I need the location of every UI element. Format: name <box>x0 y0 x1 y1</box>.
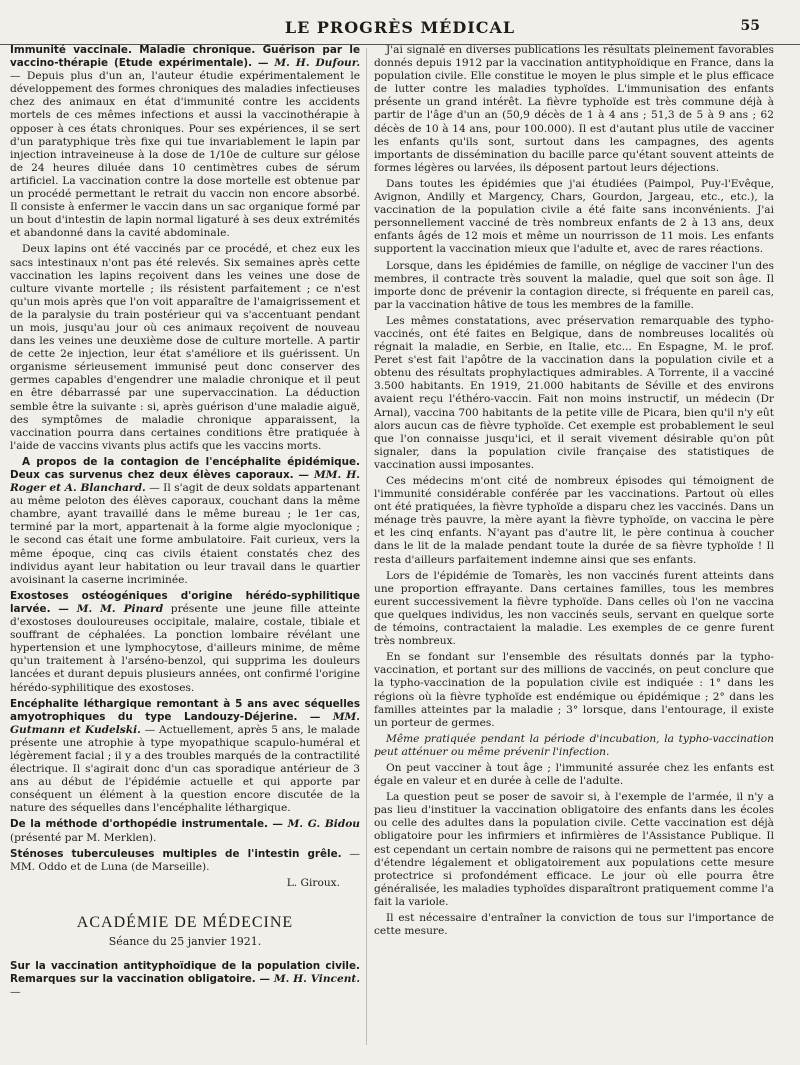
section-heading: ACADÉMIE DE MÉDECINE <box>76 913 294 931</box>
article-lethargique <box>10 698 360 816</box>
article-stenoses <box>10 848 360 874</box>
article-title: Sténoses tuberculeuses multiples de l'intestin grêle. <box>10 847 342 860</box>
article-author: — M. G. Bidou <box>272 818 360 831</box>
right-column <box>374 44 774 1051</box>
page-number: 55 <box>740 18 760 34</box>
paragraph: La question peut se poser de savoir si, à l'exemple de l'armée, il n'y a pas lieu d'instituer la vaccination obligatoire des enfants dans les écoles ou celle des adultes dans la population civile. Cette vaccination est déjà obligatoire pour les infirmiers et infirmières de l'Assistance Publique. Il est cependant un certain nombre de raisons qui ne permettent pas encore d'étendre légalement et obligatoirement aux populations cette mesure protectrice si profondément efficace. Le jour où elle pourra être généralisée, les maladies typhoïdes disparaîtront pratiquement comme l'a fait la variole. <box>374 791 774 908</box>
article-vaccination <box>10 960 360 999</box>
paragraph: J'ai signalé en diverses publications les résultats pleinement favorables donnés depuis 1912 par la vaccination antityphoïdique en France, dans la population civile. Elle constitue le moyen le plus simple et le plus efficace de lutter contre les maladies typhoïdes. L'immunisation des enfants présente un grand intérêt. La fièvre typhoïde est très commune déjà à partir de l'âge d'un an (50,9 décès de 1 à 4 ans ; 51,3 de 5 à 9 ans ; 62 décès de 10 à 14 ans, pour 100.000). Il est d'autant plus utile de vacciner les enfants qu'ils sont, surtout dans les campagnes, des agents importants de dissémination du bacille parce qu'étant souvent atteints de formes légères ou larvées, ils déposent partout leurs déjections. <box>374 44 774 174</box>
article-title: A propos de la contagion de l'encéphalite épidémique. Deux cas survenus chez deux élèves caporaux. <box>10 455 360 481</box>
article-text: — Depuis plus d'un an, l'auteur étudie expérimentalement le développement des formes chroniques des maladies infectieuses chez des animaux en état d'immunité contre les accidents mortels de ces mêmes infections et aussi la vaccinothérapie à opposer à ces états chroniques. Pour ses expériences, il se sert d'un paratyphique très fixe qui tue invariablement le lapin par injection intraveineuse à la dose de 1/10e de culture sur gélose de 24 heures diluée dans 10 centimètres cubes de sérum artificiel. La vaccination contre la dose mortelle est obtenue par un procédé permettant le retrait du vaccin non encore absorbé. Il consiste à enfermer le vaccin dans un sac organique formé par un bout d'intestin de lapin normal ligaturé à ses deux extrémités et abandonné dans la cavité abdominale. <box>10 70 360 240</box>
left-column <box>10 44 360 1051</box>
article-title: Sur la vaccination antityphoïdique de la population civile. Remarques sur la vaccination obligatoire. <box>10 960 360 986</box>
article-title: Immunité vaccinale. Maladie chronique. Guérison par le vaccino-thérapie (Etude expérimentale). <box>10 44 360 70</box>
article-title: Exostoses ostéogéniques d'origine hérédo-syphilitique larvée. <box>10 589 360 615</box>
article-dash: — <box>10 986 21 999</box>
article-text: présente une jeune fille atteinte d'exostoses douloureuses occipitale, malaire, costale, tibiale et souffrant de céphalées. La ponction lombaire révélant une hypertension et une lymphocytose, d'ailleurs minime, de même qu'un traitement à l'arséno-benzol, qui supprima les douleurs lancées et durant depuis plusieurs années, ont confirmé l'origine hérédo-syphilitique des exostoses. <box>10 602 360 694</box>
paragraph: Lors de l'épidémie de Tomarès, les non vaccinés furent atteints dans une proportion effrayante. Dans certaines familles, tous les membres eurent successivement la fièvre typhoïde. Dans celles où l'on ne vaccina que quelques individus, les non vaccinés seuls, servant en quelque sorte de témoins, contractaient la maladie. Les exemples de ce genre furent très nombreux. <box>374 569 774 648</box>
paragraph: Lorsque, dans les épidémies de famille, on néglige de vacciner l'un des membres, il contracte très souvent la maladie, quel que soit son âge. Il importe donc de prévenir la contagion directe, si fréquente en pareil cas, par la vaccination hâtive de tous les membres de la famille. <box>374 259 774 311</box>
article-text: — Il s'agit de deux soldats appartenant au même peloton des élèves caporaux, couchant dans la même chambre, ayant travaillé dans le même bureau ; le 1er cas, terminé par la mort, appartenait à la forme algie myoclonique ; le second cas était une forme ambulatoire. Fait curieux, vers la même époque, cinq cas civils étaient constatés chez des individus ayant leur habitation ou leur travail dans le quartier avoisinant la caserne incriminée. <box>10 482 360 586</box>
article-exostoses <box>10 590 360 695</box>
article-orthopedie <box>10 818 360 844</box>
article-immunite <box>10 44 360 240</box>
article-author: — MM. Gutmann et Kudelski. <box>10 710 360 736</box>
column-divider <box>366 48 367 1045</box>
paragraph: On peut vacciner à tout âge ; l'immunité assurée chez les enfants est égale en valeur et en durée à celle de l'adulte. <box>374 761 774 788</box>
paragraph: Il est nécessaire d'entraîner la conviction de tous sur l'importance de cette mesure. <box>374 912 774 938</box>
article-author: — MM. H. Roger et A. Blanchard. <box>10 469 360 495</box>
article-author: — M. M. Pinard <box>58 602 164 615</box>
paragraph: Même pratiquée pendant la période d'incubation, la typho-vaccination peut atténuer ou même prévenir l'infection. <box>374 732 774 758</box>
article-text: — Actuellement, après 5 ans, le malade présente une atrophie à type myopathique scapulo-huméral et légèrement facial ; il y a des troubles marqués de la contractilité électrique. Il s'agirait donc d'un cas sporadique antérieur de 3 ans au début de l'épidémie actuelle et qui apporte par conséquent un élément à la question encore discutée de la nature des séquelles dans l'encéphalite léthargique. <box>10 723 360 815</box>
article-title: Encéphalite léthargique remontant à 5 ans avec séquelles amyotrophiques du type Landouzy-Déjerine. <box>10 697 360 723</box>
page-header <box>0 10 800 45</box>
journal-title: LE PROGRÈS MÉDICAL <box>284 18 516 37</box>
paragraph: Dans toutes les épidémies que j'ai étudiées (Paimpol, Puy-l'Evêque, Avignon, Andilly et Margency, Chars, Gourdon, Jargeau, etc., etc.), la vaccination de la population civile a été faite sans inconvénients. J'ai personnellement vacciné de très nombreux enfants de 2 à 13 ans, deux enfants âgés de 12 mois et même un nourrisson de 11 mois. Les enfants supportent la vaccination mieux que l'adulte et, avec de rares réactions. <box>374 177 774 256</box>
article-title: De la méthode d'orthopédie instrumentale. <box>10 818 268 831</box>
article-text: — MM. Oddo et de Luna (de Marseille). <box>10 847 360 873</box>
paragraph: Ces médecins m'ont cité de nombreux épisodes qui témoignent de l'immunité considérable conférée par les vaccinations. Partout où elles ont été pratiquées, la fièvre typhoïde a disparu chez les vaccinés. Dans un ménage très pauvre, la mère ayant la fièvre typhoïde, on vaccina le père et les cinq enfants. N'ayant pas d'autre lit, le père continua à coucher dans le lit de la malade pendant toute la durée de sa fièvre typhoïde ! Il resta d'ailleurs parfaitement indemne ainsi que ses enfants. <box>374 475 774 566</box>
article-text: (présenté par M. Merklen). <box>10 831 157 844</box>
article-author: — M. H. Dufour. <box>257 57 360 70</box>
paragraph: Les mêmes constatations, avec préservation remarquable des typho-vaccinés, ont été faites en Belgique, dans de nombreuses localités où régnait la maladie, en Serbie, en Italie, etc... En Espagne, M. le prof. Peret s'est fait l'apôtre de la vaccination dans la population civile et a obtenu des résultats prophylactiques admirables. A Torrente, il a vacciné 3.500 habitants. En 1919, 21.000 habitants de Séville et des environs avaient reçu l'éthéro-vaccin. Fait non moins instructif, un médecin (Dr Arnal), vaccina 700 habitants de la petite ville de Picara, bien qu'il n'y eût alors aucun cas de fièvre typhoïde. Cet exemple est probablement le seul que l'on connaisse jusqu'ici, et il serait vivement désirable qu'on pût signaler, dans la population civile française des statistiques de vaccination aussi imposantes. <box>374 314 774 471</box>
signature: L. Giroux. <box>286 876 340 889</box>
article-author: — M. H. Vincent. <box>259 973 360 986</box>
paragraph: En se fondant sur l'ensemble des résultats donnés par la typho-vaccination, et portant sur des millions de vaccinés, on peut conclure que la typho-vaccination de la population civile est indiquée : 1° dans les régions où la fièvre typhoïde est endémique ou épidémique ; 2° dans les familles atteintes par la maladie ; 3° lorsque, dans l'entourage, il existe un porteur de germes. <box>374 651 774 729</box>
paragraph: Deux lapins ont été vaccinés par ce procédé, et chez eux les sacs intestinaux n'ont pas été relevés. Six semaines après cette vaccination les lapins reçoivent dans les veines une dose de culture vivante mortelle ; ils résistent parfaitement ; ce n'est qu'un mois après que l'on voit apparaître de l'amaigrissement et de la paralysie du train postérieur qui va s'accentuant pendant un mois, jusqu'au jour où ces animaux reçoivent de nouveau dans les veines une deuxième dose de culture mortelle. A partir de cette 2e injection, leur état s'améliore et ils guérissent. Un organisme sérieusement immunisé peut donc conserver des germes capables d'engendrer une maladie chronique et il peut en être débarrassé par une supervaccination. La déduction semble être la suivante : si, après guérison d'une maladie aiguë, des symptômes de maladie chronique apparaissent, la vaccination pourra dans certaines conditions être pratiquée à l'aide de vaccins vivants plus actifs que les vaccins morts. <box>10 243 360 452</box>
article-encephalite <box>10 456 360 587</box>
session-date: Séance du 25 janvier 1921. <box>108 935 262 948</box>
